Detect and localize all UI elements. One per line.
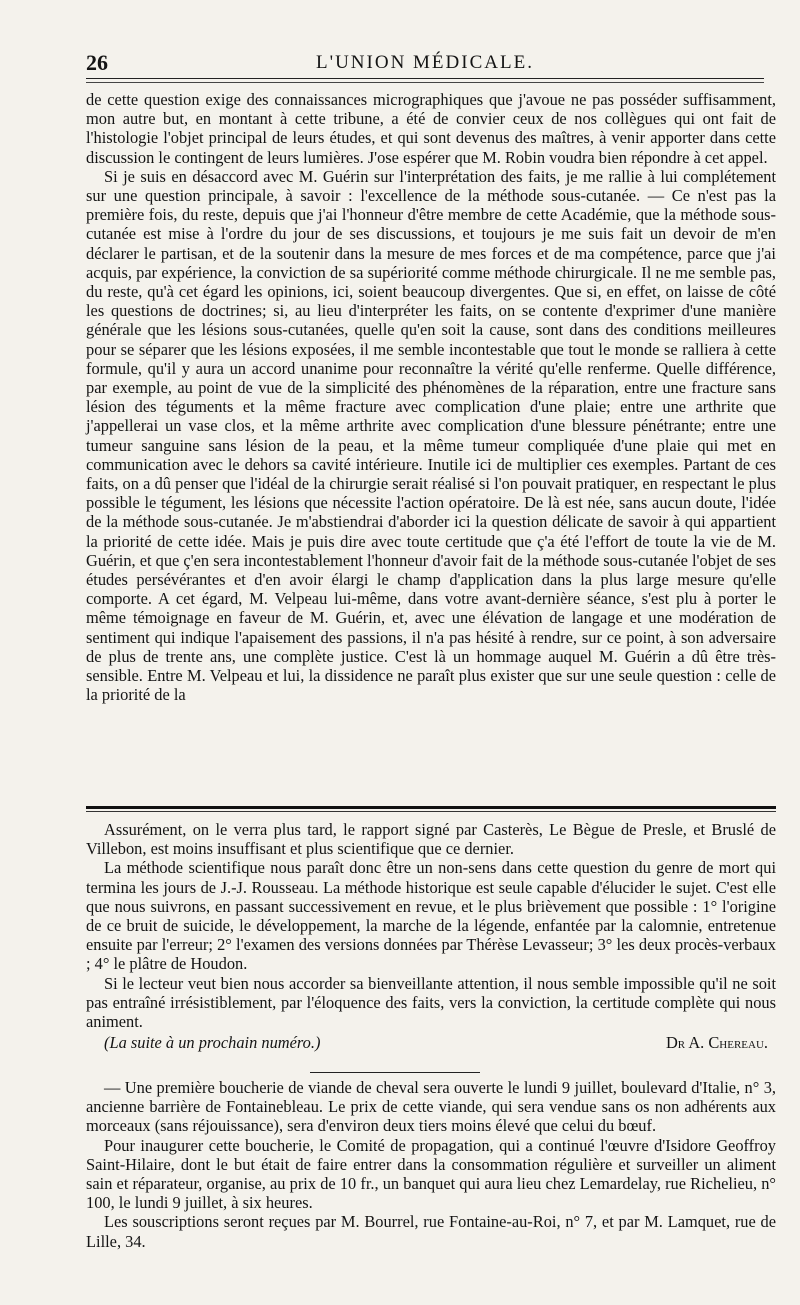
article-horse-butchery (86, 1078, 776, 1251)
signature-line (86, 1033, 776, 1052)
section-divider-thin (86, 811, 776, 812)
paragraph: Les souscriptions seront reçues par M. Bourrel, rue Fontaine-au-Roi, n° 7, et par M. Lamquet, rue de Lille, 34. (86, 1212, 776, 1251)
paragraph: de cette question exige des connaissances micrographiques que j'avoue ne pas posséder suffisamment, mon autre but, en montant à cette tribune, a été de convier ceux de nos collègues qui ont fait de l'histologie l'objet principal de leurs études, et qui sont devenus des maîtres, à venir apporter dans cette discussion le contingent de leurs lumières. J'ose espérer que M. Robin voudra bien répondre à cet appel. (86, 90, 776, 167)
paragraph: La méthode scientifique nous paraît donc être un non-sens dans cette question du genre de mort qui termina les jours de J.-J. Rousseau. La méthode historique est seule capable d'élucider le sujet. C'est elle que nous suivrons, en passant successivement en revue, et le plus brièvement que possible : 1° l'origine de ce bruit de suicide, le développement, la marche de la légende, enfantée par la calomnie, entretenue ensuite par l'erreur; 2° l'examen des versions données par Thérèse Levasseur; 3° les deux procès-verbaux ; 4° le plâtre de Houdon. (86, 858, 776, 974)
paragraph: Si je suis en désaccord avec M. Guérin sur l'interprétation des faits, je me rallie à lui complétement sur une question principale, à savoir : l'excellence de la méthode sous-cutanée. — Ce n'est pas la première fois, du reste, depuis que j'ai l'honneur d'être membre de cette Académie, que la méthode sous-cutanée est mise à l'ordre du jour de ses discussions, et toujours je me suis fait un devoir de m'en déclarer le partisan, et de la soutenir dans la mesure de mes forces et de ma compétence, parce que j'ai acquis, par expérience, la conviction de sa supériorité comme méthode chirurgicale. Il ne me semble pas, du reste, qu'à cet égard les opinions, ici, soient beaucoup divergentes. Que si, en effet, on laisse de côté les questions de doctrines; si, au lieu d'interpréter les faits, on se contente d'exprimer d'une manière générale que les lésions sous-cutanées, quelle qu'en soit la cause, sont dans des conditions meilleures pour se séparer que les lésions exposées, il me semble incontestable que tout le monde se ralliera à cette formule, qu'il y aura un accord unanime pour reconnaître la vérité qu'elle renferme. Quelle différence, par exemple, au point de vue de la simplicité des phénomènes de la réparation, entre une fracture sans lésion des téguments et la même fracture avec complication d'une plaie; entre une arthrite que j'appellerai un vase clos, et la même arthrite avec complication d'une blessure pénétrante; entre une tumeur sanguine sans lésion de la peau, et la même tumeur compliquée d'une plaie qui met en communication avec le dehors sa cavité intérieure. Inutile ici de multiplier ces exemples. Partant de ces faits, on a dû penser que l'idéal de la chirurgie serait réalisé si l'on pouvait pratiquer, en respectant le plus possible le tégument, les lésions que nécessite l'action opératoire. De là est née, sans aucun doute, l'idée de la méthode sous-cutanée. Je m'abstiendrai d'aborder ici la question délicate de savoir à qui appartient la priorité de cette idée. Mais je puis dire avec toute certitude que ç'a été l'effort de toute la vie de M. Guérin, et que ç'en sera incontestablement l'honneur d'avoir fait de la méthode sous-cutanée l'objet de ses études persévérantes et d'en avoir élargi le champ d'application dans la plus large mesure qu'elle comporte. A cet égard, M. Velpeau lui-même, dans votre avant-dernière séance, s'est plu à porter le même témoignage en faveur de M. Guérin, et, avec une élévation de langage et une modération de sentiment qui indique l'apaisement des passions, il n'a pas hésité à rendre, sur ce point, à son adversaire de plus de trente ans, une complète justice. C'est là un hommage auquel M. Guérin a dû être très-sensible. Entre M. Velpeau et lui, la dissidence ne paraît plus exister que sur une seule question : celle de la priorité de la (86, 166, 776, 705)
continuation-note: (La suite à un prochain numéro.) (104, 1033, 321, 1053)
short-divider (310, 1072, 480, 1073)
page-header (86, 48, 764, 76)
paragraph: Assurément, on le verra plus tard, le rapport signé par Casterès, Le Bègue de Presle, et Bruslé de Villebon, est moins insuffisant et plus scientifique que ce dernier. (86, 820, 776, 859)
paragraph: Si le lecteur veut bien nous accorder sa bienveillante attention, il nous semble impossible qu'il ne soit pas entraîné irrésistiblement, par l'éloquence des faits, vers la conviction, la certitude complète qui nous animent. (86, 973, 776, 1032)
article-surgery-discussion (86, 90, 776, 705)
article-rousseau (86, 820, 776, 1052)
paragraph: — Une première boucherie de viande de cheval sera ouverte le lundi 9 juillet, boulevard d'Italie, n° 3, ancienne barrière de Fontainebleau. Le prix de cette viande, qui sera vendue sans os non adhérents aux morceaux (sans réjouissance), sera d'environ deux tiers moins élevé que celui du bœuf. (86, 1078, 776, 1136)
header-rule-thin (86, 82, 764, 83)
paragraph: Pour inaugurer cette boucherie, le Comité de propagation, qui a continué l'œuvre d'Isidore Geoffroy Saint-Hilaire, dont le but était de faire entrer dans la consommation régulière et surveiller un aliment sain et réparateur, organise, au prix de 10 fr., un banquet qui aura lieu chez Lemardelay, rue Richelieu, n° 100, le lundi 9 juillet, à six heures. (86, 1135, 776, 1213)
section-divider-thick (86, 806, 776, 809)
page-number: 26 (86, 50, 108, 75)
author-signature: Dr A. Chereau. (665, 1033, 768, 1053)
header-rule (86, 78, 764, 79)
journal-title: L'UNION MÉDICALE. (316, 52, 534, 73)
